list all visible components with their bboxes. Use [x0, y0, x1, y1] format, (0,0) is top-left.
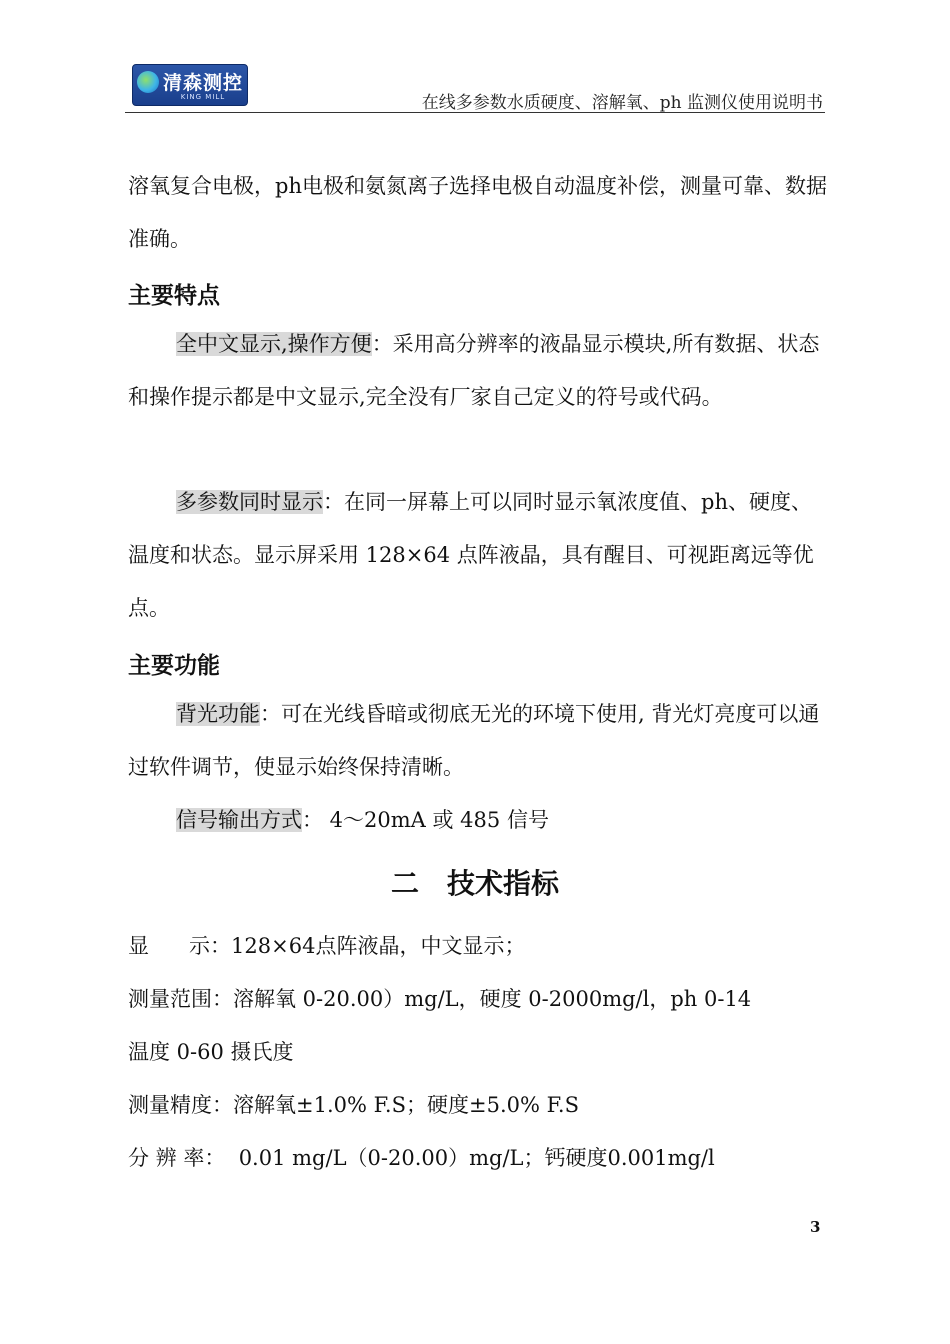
spec-line: 测量精度：溶解氧±1.0% F.S；硬度±5.0% F.S — [128, 1093, 579, 1117]
section-title: 技术指标 — [447, 867, 560, 900]
function-text: ：可在光线昏暗或彻底无光的环境下使用, 背光灯亮度可以通过软件调节，使显示始终保持清晰。 — [128, 702, 820, 779]
spec-line: 温度 0-60 摄氏度 — [128, 1040, 294, 1064]
feature-text: ：采用高分辨率的液晶显示模块,所有数据、状态和操作提示都是中文显示,完全没有厂家自己定义的符号或代码。 — [128, 332, 820, 409]
spec-line: 显 示：128×64点阵液晶，中文显示； — [128, 934, 526, 958]
feature-term: 全中文显示,操作方便 — [176, 332, 372, 356]
feature-text: ：在同一屏幕上可以同时显示氧浓度值、ph、硬度、温度和状态。显示屏采用 128×64 点阵液晶，具有醒目、可视距离远等优点。 — [128, 490, 814, 620]
spec-line: 测量范围：溶解氧 0-20.00）mg/L，硬度 0-2000mg/l，ph 0-14 — [128, 987, 752, 1011]
logo-swirl-icon — [137, 71, 159, 93]
function-term: 信号输出方式 — [176, 808, 302, 832]
logo-subtext: KING MILL — [180, 93, 226, 101]
feature-term: 多参数同时显示 — [176, 490, 323, 514]
feature-item — [128, 476, 828, 635]
functions-heading: 主要功能 — [128, 653, 220, 679]
spec-line: 分 辨 率： 0.01 mg/L（0-20.00）mg/L；钙硬度0.001mg/l — [128, 1146, 715, 1170]
section-heading — [0, 862, 950, 902]
page-number: 3 — [810, 1218, 821, 1236]
document-header-title: 在线多参数水质硬度、溶解氧、ph 监测仪使用说明书 — [421, 93, 823, 113]
logo-text: 清森测控 — [163, 72, 244, 94]
intro-paragraph: 溶氧复合电极，ph电极和氨氮离子选择电极自动温度补偿，测量可靠、数据准确。 — [128, 174, 827, 251]
header-divider — [125, 112, 825, 113]
section-number: 二 — [390, 867, 419, 900]
features-heading: 主要特点 — [128, 283, 220, 309]
function-item — [128, 794, 828, 847]
function-term: 背光功能 — [176, 702, 260, 726]
company-logo — [132, 64, 248, 106]
function-text: ： 4～20mA 或 485 信号 — [302, 808, 549, 832]
function-item — [128, 688, 828, 794]
feature-item — [128, 318, 828, 424]
